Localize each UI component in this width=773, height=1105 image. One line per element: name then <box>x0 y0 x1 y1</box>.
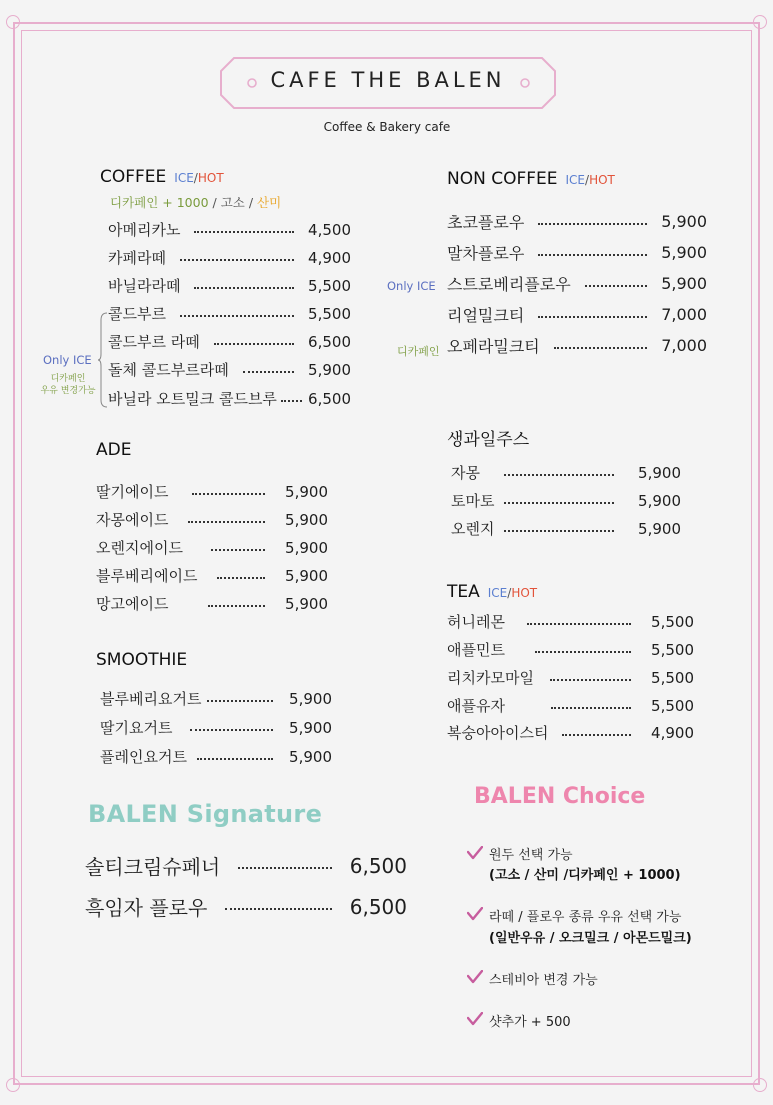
menu-item-row: 자몽 5,900 <box>451 463 681 482</box>
frame-corner-ornament <box>753 1078 767 1092</box>
tea-section-title: TEA ICE/HOT <box>447 582 538 602</box>
menu-item-row: 콜드부르 5,500 <box>108 304 351 323</box>
menu-item-row: 복숭아아이스티 4,900 <box>447 723 694 742</box>
menu-item-row: 바닐라 오트밀크 콜드브루 6,500 <box>108 389 351 408</box>
signature-section-title: BALEN Signature <box>88 800 323 828</box>
menu-item-row: 딸기에이드 5,900 <box>96 482 328 501</box>
menu-item-row: 카페라떼 4,900 <box>108 248 351 267</box>
menu-item-row: 블루베리요거트 5,900 <box>100 689 332 708</box>
menu-item-row: 블루베리에이드 5,900 <box>96 566 328 585</box>
menu-item-row: 오렌지에이드 5,900 <box>96 538 328 557</box>
cafe-title: CAFE THE BALEN <box>270 68 506 92</box>
check-icon <box>467 1012 483 1026</box>
coffee-section-title: COFFEE ICE/HOT <box>100 167 224 187</box>
ice-tag: ICE <box>487 586 508 600</box>
cold-brew-milk-note: 우유 변경가능 <box>40 386 96 396</box>
menu-item-row: 콜드부르 라떼 6,500 <box>108 332 351 351</box>
check-icon <box>467 846 483 860</box>
menu-item-row: 말차플로우 5,900 <box>447 243 707 263</box>
hot-tag: HOT <box>511 586 538 600</box>
menu-item-row: 돌체 콜드부르라떼 5,900 <box>108 360 351 379</box>
menu-item-row: 망고에이드 5,900 <box>96 594 328 613</box>
choice-item-text: 샷추가 + 500 <box>489 1015 571 1030</box>
menu-item-row: 오페라밀크티 7,000 <box>447 336 707 356</box>
menu-item-row: 바닐라라떼 5,500 <box>108 276 351 295</box>
menu-item-row: 애플민트 5,500 <box>447 640 694 659</box>
choice-item-sub: (고소 / 산미 /디카페인 + 1000) <box>489 868 681 883</box>
choice-item-sub: (일반우유 / 오크밀크 / 아몬드밀크) <box>489 931 692 946</box>
signature-item-row: 솔티크림슈페너 6,500 <box>85 853 407 879</box>
opera-decaf-label: 디카페인 <box>397 345 440 358</box>
ade-section-title: ADE <box>96 440 132 460</box>
choice-item-text: 원두 선택 가능 <box>489 848 573 863</box>
ice-tag: ICE <box>174 171 194 185</box>
cold-brew-group-brace <box>98 312 108 408</box>
coffee-decaf-note: 디카페인 + 1000 / 고소 / 산미 <box>110 195 282 210</box>
juice-section-title: 생과일주스 <box>447 430 530 450</box>
menu-item-row: 오렌지 5,900 <box>451 519 681 538</box>
choice-item-text: 스테비아 변경 가능 <box>489 973 598 988</box>
check-icon <box>467 907 483 921</box>
menu-item-row: 딸기요거트 5,900 <box>100 718 332 737</box>
check-icon <box>467 970 483 984</box>
choice-item-text: 라떼 / 플로우 종류 우유 선택 가능 <box>489 910 682 925</box>
menu-item-row: 플레인요거트 5,900 <box>100 747 332 766</box>
menu-item-row: 리얼밀크티 7,000 <box>447 305 707 325</box>
menu-item-row: 애플유자 5,500 <box>447 696 694 715</box>
ice-tag: ICE <box>565 173 586 187</box>
menu-item-row: 리치카모마일 5,500 <box>447 668 694 687</box>
non-coffee-section-title: NON COFFEE ICE/HOT <box>447 169 615 189</box>
menu-item-row: 토마토 5,900 <box>451 491 681 510</box>
hot-tag: HOT <box>197 171 224 185</box>
frame-corner-ornament <box>6 15 20 29</box>
cold-brew-only-ice-label: Only ICE <box>43 353 92 367</box>
choice-section-title: BALEN Choice <box>474 784 646 809</box>
smoothie-section-title: SMOOTHIE <box>96 650 188 670</box>
strawberry-only-ice-label: Only ICE <box>387 279 436 293</box>
cafe-subtitle: Coffee & Bakery cafe <box>323 120 451 134</box>
menu-item-row: 초코플로우 5,900 <box>447 212 707 232</box>
menu-item-row: 아메리카노 4,500 <box>108 220 351 239</box>
frame-corner-ornament <box>753 15 767 29</box>
cold-brew-decaf-note: 디카페인 <box>50 374 86 384</box>
menu-item-row: 자몽에이드 5,900 <box>96 510 328 529</box>
menu-item-row: 허니레몬 5,500 <box>447 612 694 631</box>
signature-item-row: 흑임자 플로우 6,500 <box>85 894 407 920</box>
frame-corner-ornament <box>6 1078 20 1092</box>
menu-item-row: 스트로베리플로우 5,900 <box>447 274 707 294</box>
hot-tag: HOT <box>589 173 615 187</box>
